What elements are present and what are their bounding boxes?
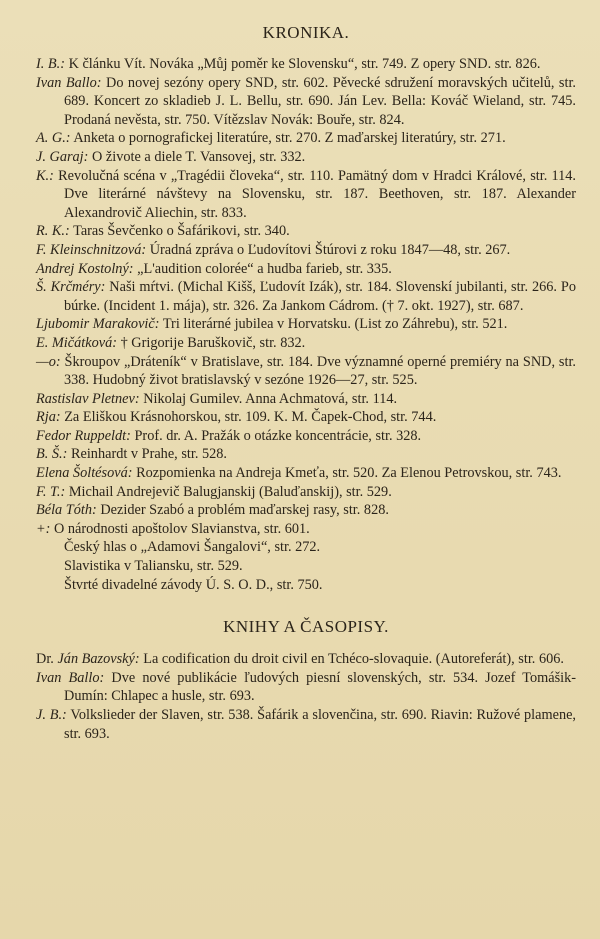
list-item bbox=[36, 353, 576, 390]
kronika-entries bbox=[36, 55, 576, 538]
entry-author: R. K.: bbox=[36, 223, 70, 240]
list-item bbox=[36, 315, 576, 334]
list-item bbox=[36, 390, 576, 409]
entry-text: † Grigorije Baruškovič, str. 832. bbox=[120, 334, 306, 351]
entry-text: Taras Ševčenko o Šafárikovi, str. 340. bbox=[73, 223, 290, 240]
entry-text: O národnosti apoštolov Slavianstva, str. 601. bbox=[54, 520, 310, 537]
entry-text: Naši mŕtvi. (Michal Kišš, Ľudovít Izák), str. 184. Slovenskí jubilanti, str. 266. Po búrke. (Incident 1. mája), str. 326. Za Jankom Cádrom. († 7. okt. 1927), str. 687. bbox=[64, 279, 576, 314]
entry-author: B. Š.: bbox=[36, 446, 68, 463]
list-item bbox=[36, 464, 576, 483]
list-item bbox=[36, 650, 576, 669]
list-item bbox=[36, 278, 576, 315]
entry-text: Škroupov „Dráteník“ v Bratislave, str. 184. Dve významné operné premiéry na SND, str. 338. Hudobný život bratislavský v sezóne 1926—27, str. 525. bbox=[64, 353, 577, 389]
entry-author: Rastislav Pletnev: bbox=[36, 390, 140, 407]
knihy-entries bbox=[36, 650, 576, 743]
continuation-line: Slavistika v Taliansku, str. 529. bbox=[64, 558, 243, 575]
entry-text: Anketa o pornografickej literatúre, str. 270. Z maďarskej literatúry, str. 271. bbox=[73, 130, 506, 147]
entry-text: „L'audition colorée“ a hudba farieb, str. 335. bbox=[137, 260, 392, 277]
entry-text: Michail Andrejevič Balugjanskij (Baluďanskij), str. 529. bbox=[68, 483, 392, 500]
entry-author: F. T.: bbox=[36, 483, 66, 500]
entry-author: E. Mičátková: bbox=[36, 334, 117, 351]
entry-author: Andrej Kostolný: bbox=[36, 260, 134, 277]
entry-text: Volkslieder der Slaven, str. 538. Šafárik a slovenčina, str. 690. Riavin: Ružové plamene, str. 693. bbox=[64, 707, 577, 742]
entry-text: Reinhardt v Prahe, str. 528. bbox=[70, 446, 228, 463]
entry-text: Nikolaj Gumilev. Anna Achmatová, str. 114. bbox=[143, 390, 398, 407]
entry-author: Ivan Ballo: bbox=[36, 74, 102, 91]
list-item bbox=[36, 260, 576, 279]
entry-text: Revolučná scéna v „Tragédii človeka“, str. 110. Pamätný dom v Hradci Králové, str. 114. Dve literárné návštevy na Slovensku, str. 187. Beethoven, str. 187. Alexander Alexandrovič Aliechin, str. 833. bbox=[58, 167, 576, 221]
entry-author: K.: bbox=[36, 167, 54, 184]
list-item bbox=[36, 445, 576, 464]
entry-text: Za Eliškou Krásnohorskou, str. 109. K. M. Čapek-Chod, str. 744. bbox=[64, 409, 437, 426]
list-item bbox=[36, 148, 576, 167]
continuation-line: Český hlas o „Adamovi Šangalovi“, str. 272. bbox=[64, 539, 321, 556]
entry-author: A. G.: bbox=[36, 130, 71, 147]
list-item bbox=[36, 706, 576, 743]
list-item bbox=[36, 669, 576, 706]
entry-prefix: Dr. bbox=[36, 651, 54, 668]
list-item bbox=[36, 129, 576, 148]
kronika-title: KRONIKA. bbox=[262, 23, 350, 42]
entry-author: Ivan Ballo: bbox=[36, 669, 105, 686]
entry-text: La codification du droit civil en Tchéco-slovaquie. (Autoreferát), str. 606. bbox=[143, 651, 564, 668]
list-item bbox=[36, 501, 576, 520]
entry-author: Ján Bazovský: bbox=[57, 651, 140, 668]
kronika-continuation bbox=[36, 538, 576, 594]
list-item bbox=[36, 483, 576, 502]
list-item bbox=[36, 334, 576, 353]
entry-text: Úradná zpráva o Ľudovítovi Štúrovi z roku 1847—48, str. 267. bbox=[149, 241, 511, 258]
entry-author: Béla Tóth: bbox=[36, 502, 97, 519]
entry-author: Š. Krčméry: bbox=[36, 279, 106, 296]
entry-text: Dezider Szabó a problém maďarskej rasy, str. 828. bbox=[100, 502, 389, 519]
entry-author: Rja: bbox=[36, 409, 61, 426]
entry-author: J. Garaj: bbox=[36, 148, 89, 165]
entry-text: O živote a diele T. Vansovej, str. 332. bbox=[92, 148, 306, 165]
list-item bbox=[36, 74, 576, 130]
list-item bbox=[36, 427, 576, 446]
list-item bbox=[36, 520, 576, 539]
list-item bbox=[36, 55, 576, 74]
knihy-title: KNIHY A ČASOPISY. bbox=[223, 617, 389, 637]
list-item bbox=[36, 167, 576, 223]
entry-text: K článku Vít. Nováka „Můj poměr ke Slovensku“, str. 749. Z opery SND. str. 826. bbox=[68, 56, 541, 72]
entry-text: Dve nové publikácie ľudových piesní slovenských, str. 534. Jozef Tomášik-Dumín: Chlapec a husle, str. 693. bbox=[64, 669, 577, 705]
entry-text: Prof. dr. A. Pražák o otázke koncentrácie, str. 328. bbox=[134, 427, 422, 444]
list-item bbox=[36, 222, 576, 241]
entry-author: —o: bbox=[36, 353, 61, 370]
entry-author: J. B.: bbox=[36, 707, 67, 723]
entry-text: Rozpomienka na Andreja Kmeťa, str. 520. Za Elenou Petrovskou, str. 743. bbox=[136, 465, 562, 482]
list-item bbox=[36, 241, 576, 260]
entry-author: Ljubomir Marakovič: bbox=[36, 316, 160, 333]
entry-author: Fedor Ruppeldt: bbox=[36, 427, 131, 444]
entry-author: F. Kleinschnitzová: bbox=[36, 241, 147, 258]
entry-author: +: bbox=[36, 520, 51, 537]
continuation-line: Štvrté divadelné závody Ú. S. O. D., str. 750. bbox=[64, 576, 323, 593]
entry-author: I. B.: bbox=[36, 56, 65, 72]
list-item bbox=[36, 408, 576, 427]
entry-text: Do novej sezóny opery SND, str. 602. Pěvecké sdružení moravských učitelů, str. 689. Koncert zo skladieb J. L. Bellu, str. 690. Ján Lev. Bella: Kováč Wieland, str. 745. Prodaná nevěsta, str. 750. Vítězslav Novák: Bouře, str. 824. bbox=[64, 74, 577, 128]
entry-text: Tri literárné jubilea v Horvatsku. (List zo Záhrebu), str. 521. bbox=[162, 316, 508, 333]
entry-author: Elena Šoltésová: bbox=[36, 465, 133, 482]
